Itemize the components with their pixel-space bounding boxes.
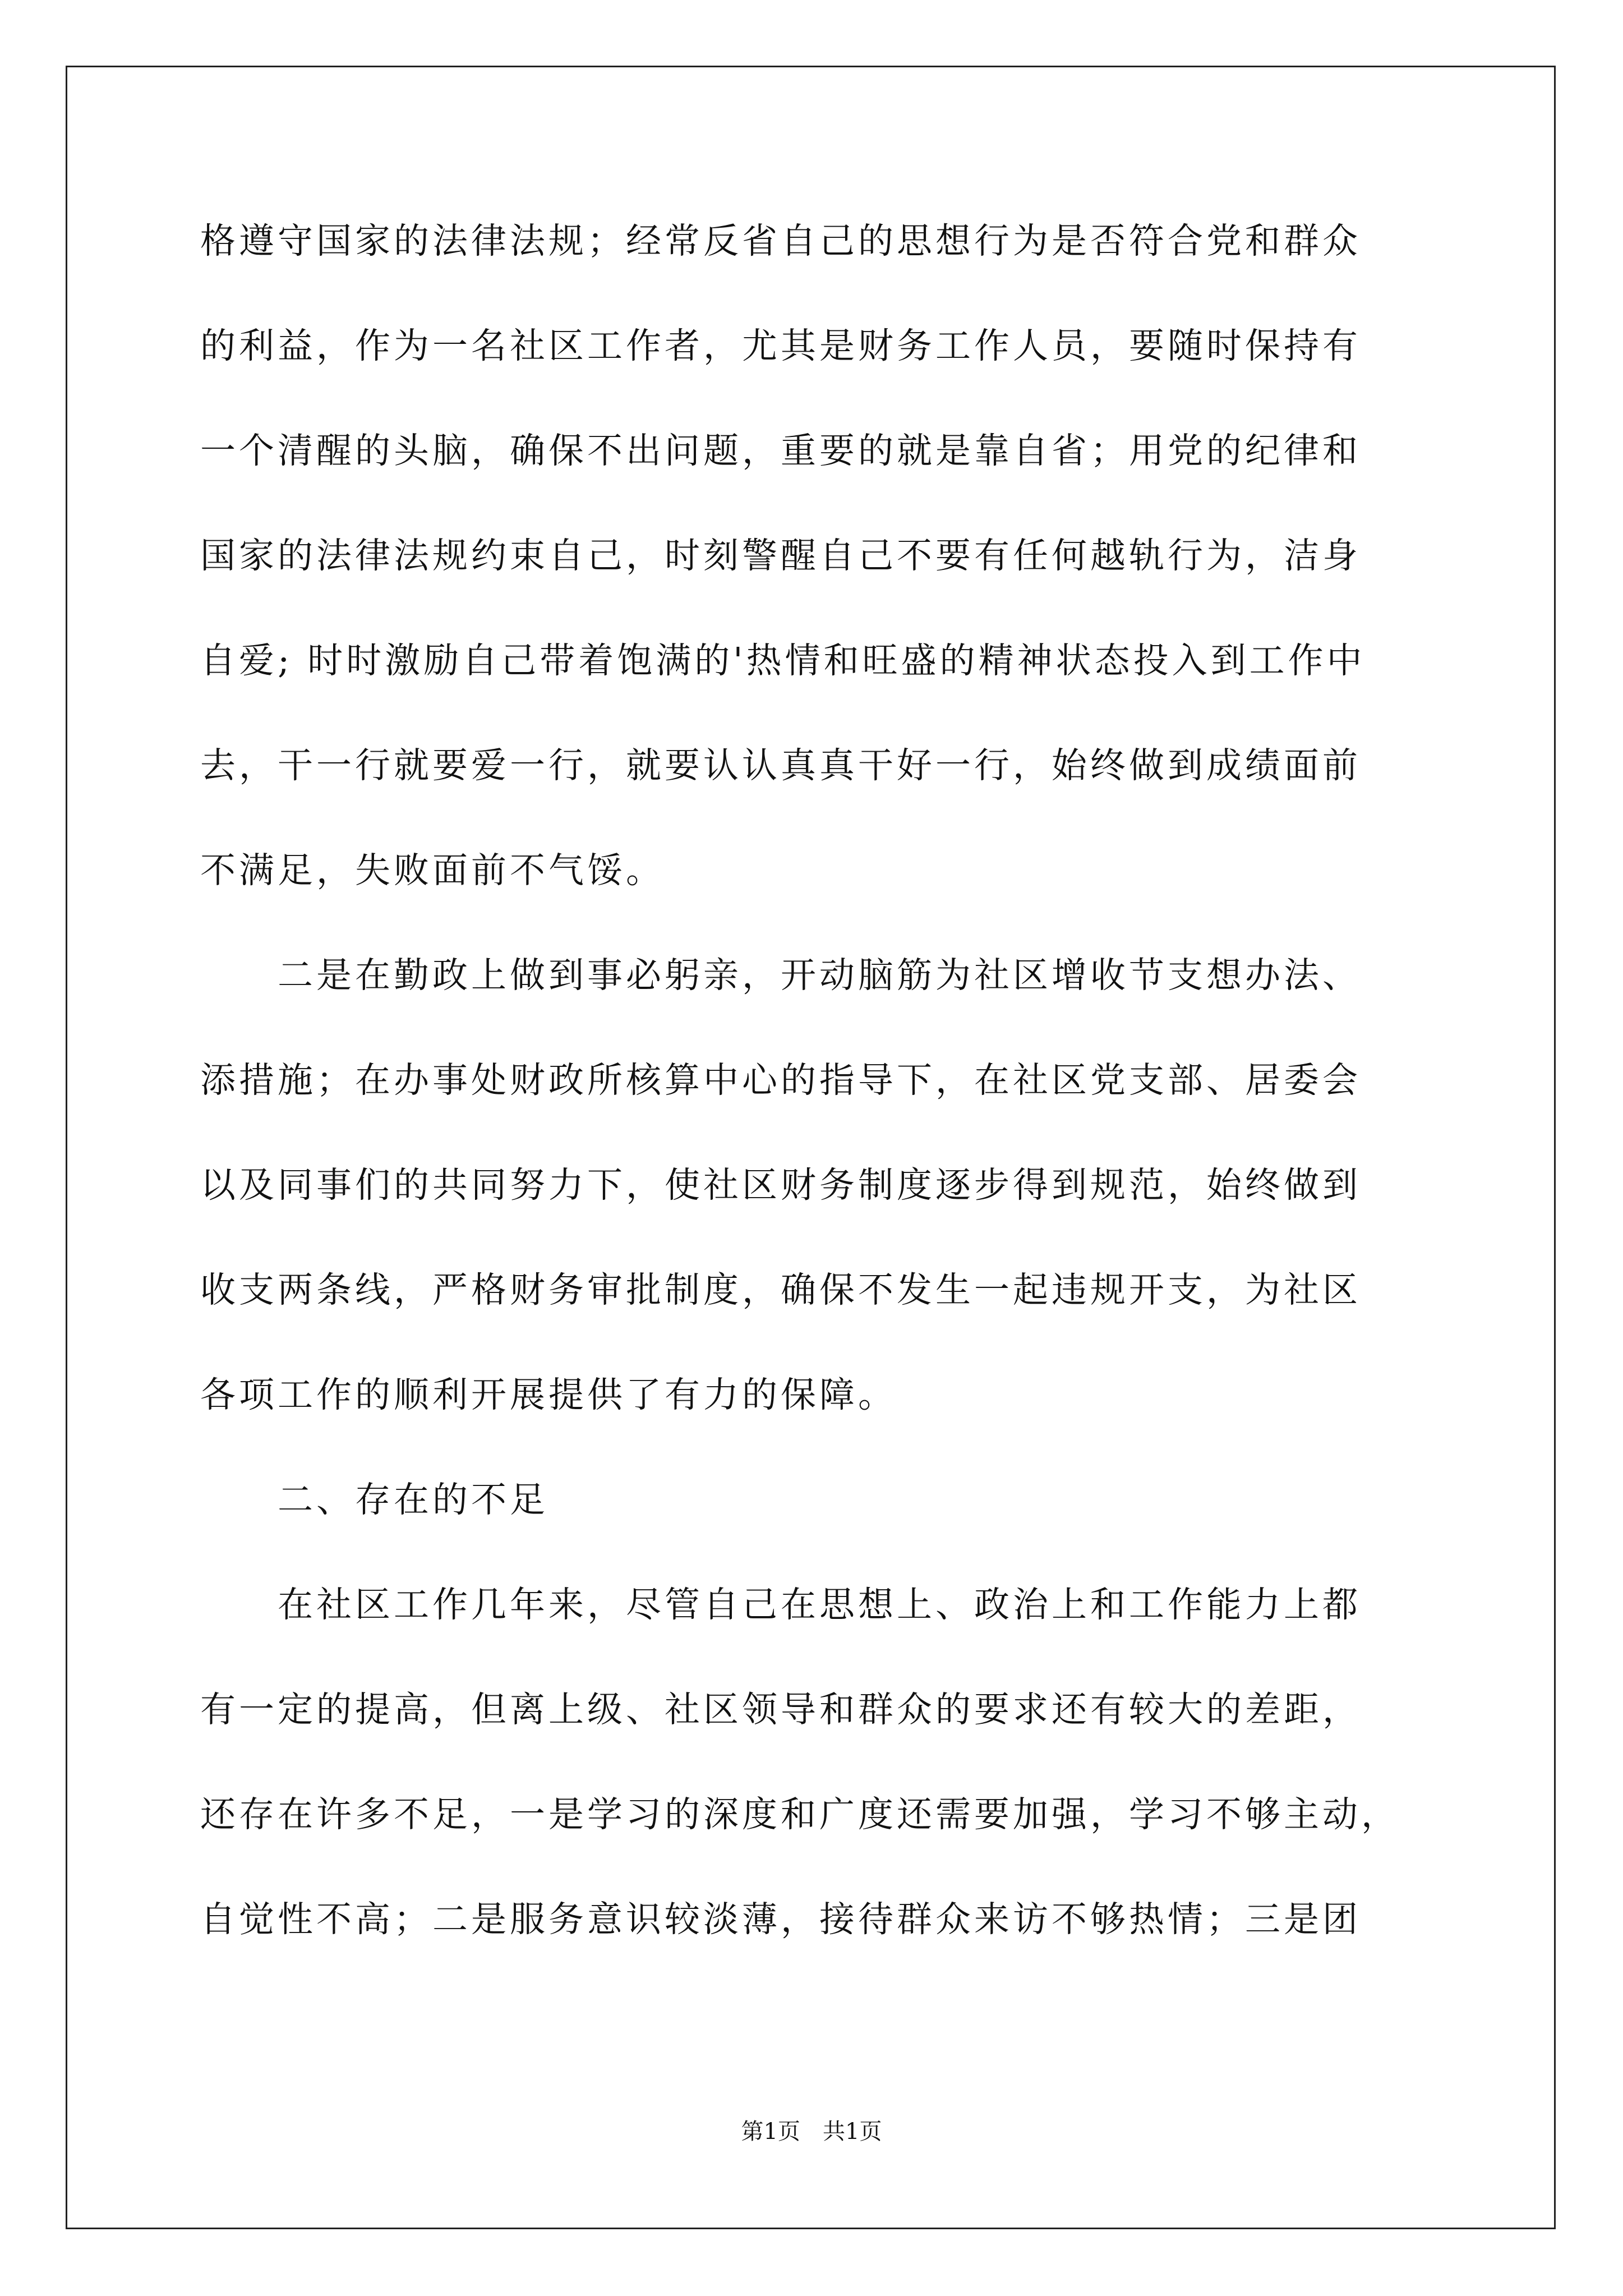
text-line: 有一定的提高，但离上级、社区领导和群众的要求还有较大的差距，: [200, 1689, 1361, 1730]
text-line: 以及同事们的共同努力下，使社区财务制度逐步得到规范，始终做到: [200, 1165, 1361, 1205]
text-line: 一个清醒的头脑，确保不出问题，重要的就是靠自省；用党的纪律和: [200, 430, 1361, 471]
text-line: 添措施；在办事处财政所核算中心的指导下，在社区党支部、居委会: [200, 1060, 1361, 1101]
text-line: 自爱; 时时激励自己带着饱满的'热情和旺盛的精神状态投入到工作中: [200, 640, 1366, 681]
text-line: 自觉性不高；二是服务意识较淡薄，接待群众来访不够热情；三是团: [200, 1899, 1361, 1940]
paragraph-start-line: 在社区工作几年来，尽管自己在思想上、政治上和工作能力上都: [200, 1584, 1361, 1625]
text-line: 的利益，作为一名社区工作者，尤其是财务工作人员，要随时保持有: [200, 325, 1361, 366]
text-line: 去，干一行就要爱一行，就要认认真真干好一行，始终做到成绩面前: [200, 745, 1361, 786]
text-line: 不满足，失败面前不气馁。: [200, 850, 665, 891]
text-line: 国家的法律法规约束自己，时刻警醒自己不要有任何越轨行为，洁身: [200, 535, 1361, 576]
paragraph-start-line: 二是在勤政上做到事必躬亲，开动脑筋为社区增收节支想办法、: [200, 955, 1361, 996]
text-line: 各项工作的顺利开展提供了有力的保障。: [200, 1374, 897, 1415]
text-line: 还存在许多不足，一是学习的深度和广度还需要加强，学习不够主动，: [200, 1794, 1400, 1835]
text-line: 收支两条线，严格财务审批制度，确保不发生一起违规开支，为社区: [200, 1269, 1361, 1310]
page-number-footer: 第1页 共1页: [741, 2119, 882, 2145]
text-line: 格遵守国家的法律法规；经常反省自己的思想行为是否符合党和群众: [200, 220, 1361, 261]
section-heading: 二、存在的不足: [200, 1479, 548, 1520]
